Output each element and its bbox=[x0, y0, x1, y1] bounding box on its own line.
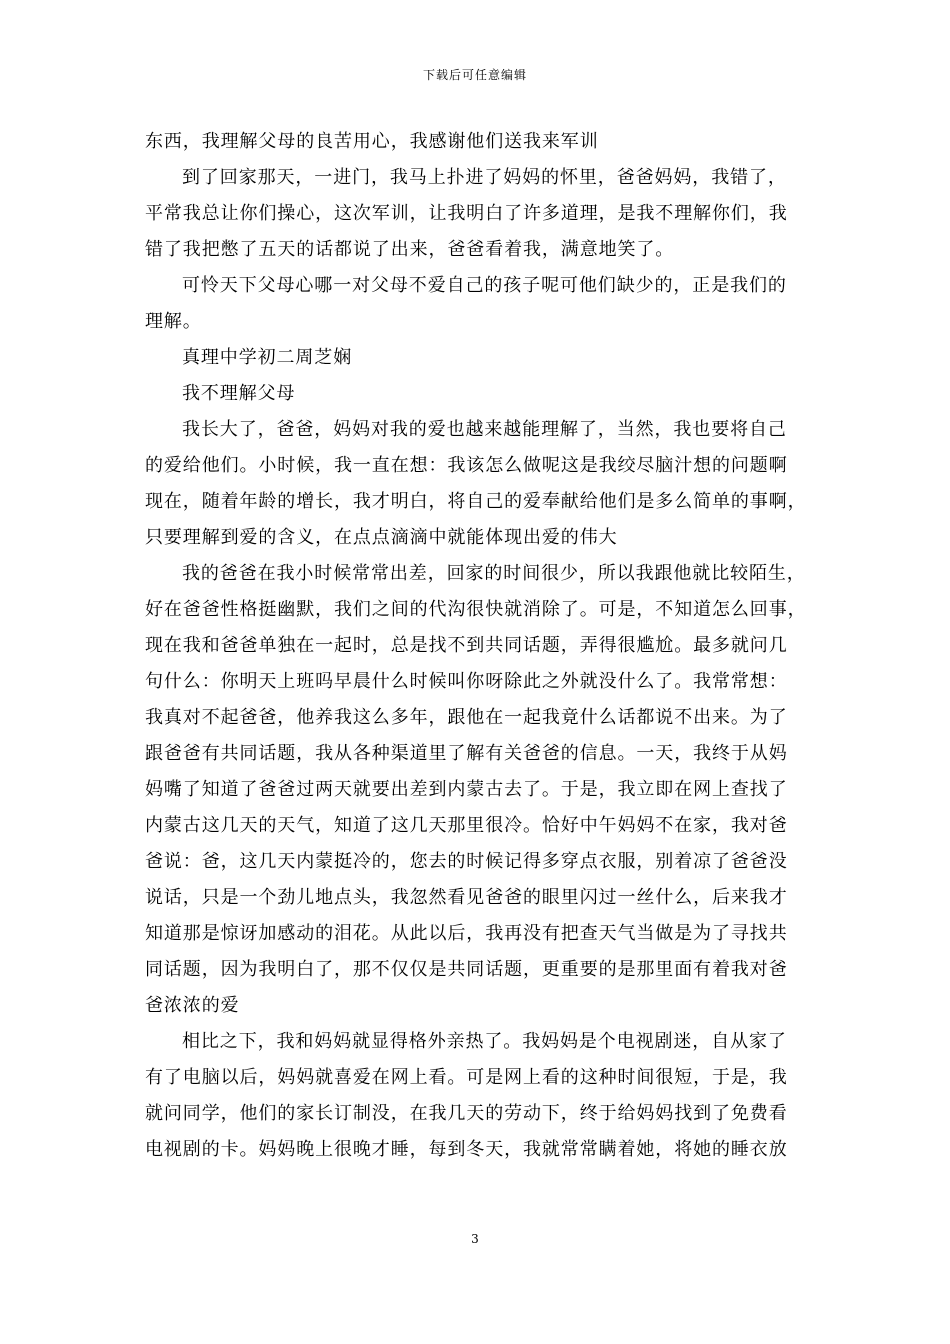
text-line: 可怜天下父母心哪一对父母不爱自己的孩子呢可他们缺少的，正是我们的 bbox=[182, 275, 787, 296]
text-line: 内蒙古这几天的天气，知道了这几天那里很冷。恰好中午妈妈不在家，我对爸 bbox=[145, 815, 788, 836]
text-line: 说话，只是一个劲儿地点头，我忽然看见爸爸的眼里闪过一丝什么，后来我才 bbox=[145, 887, 788, 908]
text-line: 现在，随着年龄的增长，我才明白，将自己的爱奉献给他们是多么简单的事啊， bbox=[145, 491, 807, 512]
text-line: 相比之下，我和妈妈就显得格外亲热了。我妈妈是个电视剧迷，自从家了 bbox=[182, 1031, 787, 1052]
author-line: 真理中学初二周芝娴 bbox=[182, 347, 353, 368]
text-line: 现在我和爸爸单独在一起时，总是找不到共同话题，弄得很尴尬。最多就问几 bbox=[145, 635, 788, 656]
text-line: 同话题，因为我明白了，那不仅仅是共同话题，更重要的是那里面有着我对爸 bbox=[145, 959, 788, 980]
page-header: 下载后可任意编辑 bbox=[422, 68, 527, 82]
text-line: 好在爸爸性格挺幽默，我们之间的代沟很快就消除了。可是，不知道怎么回事， bbox=[145, 599, 807, 620]
document-body bbox=[145, 124, 817, 1168]
text-line: 到了回家那天，一进门，我马上扑进了妈妈的怀里，爸爸妈妈，我错了， bbox=[182, 167, 787, 188]
text-line: 电视剧的卡。妈妈晚上很晚才睡，每到冬天，我就常常瞒着她，将她的睡衣放 bbox=[145, 1139, 788, 1160]
text-line: 的爱给他们。小时候，我一直在想：我该怎么做呢这是我绞尽脑汁想的问题啊 bbox=[145, 455, 788, 476]
text-line: 句什么：你明天上班吗早晨什么时候叫你呀除此之外就没什么了。我常常想： bbox=[145, 671, 788, 692]
text-line: 只要理解到爱的含义，在点点滴滴中就能体现出爱的伟大 bbox=[145, 527, 618, 548]
text-line: 我真对不起爸爸，他养我这么多年，跟他在一起我竟什么话都说不出来。为了 bbox=[145, 707, 788, 728]
text-line: 跟爸爸有共同话题，我从各种渠道里了解有关爸爸的信息。一天，我终于从妈 bbox=[145, 743, 788, 764]
text-line: 东西，我理解父母的良苦用心，我感谢他们送我来军训 bbox=[145, 131, 599, 152]
page-number: 3 bbox=[471, 1232, 479, 1246]
text-line: 爸说：爸，这几天内蒙挺冷的，您去的时候记得多穿点衣服，别着凉了爸爸没 bbox=[145, 851, 788, 872]
text-line: 平常我总让你们操心，这次军训，让我明白了许多道理，是我不理解你们，我 bbox=[145, 203, 788, 224]
text-line: 理解。 bbox=[145, 311, 202, 332]
essay-title: 我不理解父母 bbox=[182, 383, 296, 404]
text-line: 我长大了，爸爸，妈妈对我的爱也越来越能理解了，当然，我也要将自己 bbox=[182, 419, 787, 440]
text-line: 错了我把憋了五天的话都说了出来，爸爸看着我，满意地笑了。 bbox=[145, 239, 675, 260]
text-line: 知道那是惊讶加感动的泪花。从此以后，我再没有把查天气当做是为了寻找共 bbox=[145, 923, 788, 944]
text-line: 就问同学，他们的家长订制没，在我几天的劳动下，终于给妈妈找到了免费看 bbox=[145, 1103, 788, 1124]
text-line: 妈嘴了知道了爸爸过两天就要出差到内蒙古去了。于是，我立即在网上查找了 bbox=[145, 779, 788, 800]
text-line: 爸浓浓的爱 bbox=[145, 995, 240, 1016]
text-line: 我的爸爸在我小时候常常出差，回家的时间很少，所以我跟他就比较陌生， bbox=[182, 563, 806, 584]
text-line: 有了电脑以后，妈妈就喜爱在网上看。可是网上看的这种时间很短，于是，我 bbox=[145, 1067, 788, 1088]
